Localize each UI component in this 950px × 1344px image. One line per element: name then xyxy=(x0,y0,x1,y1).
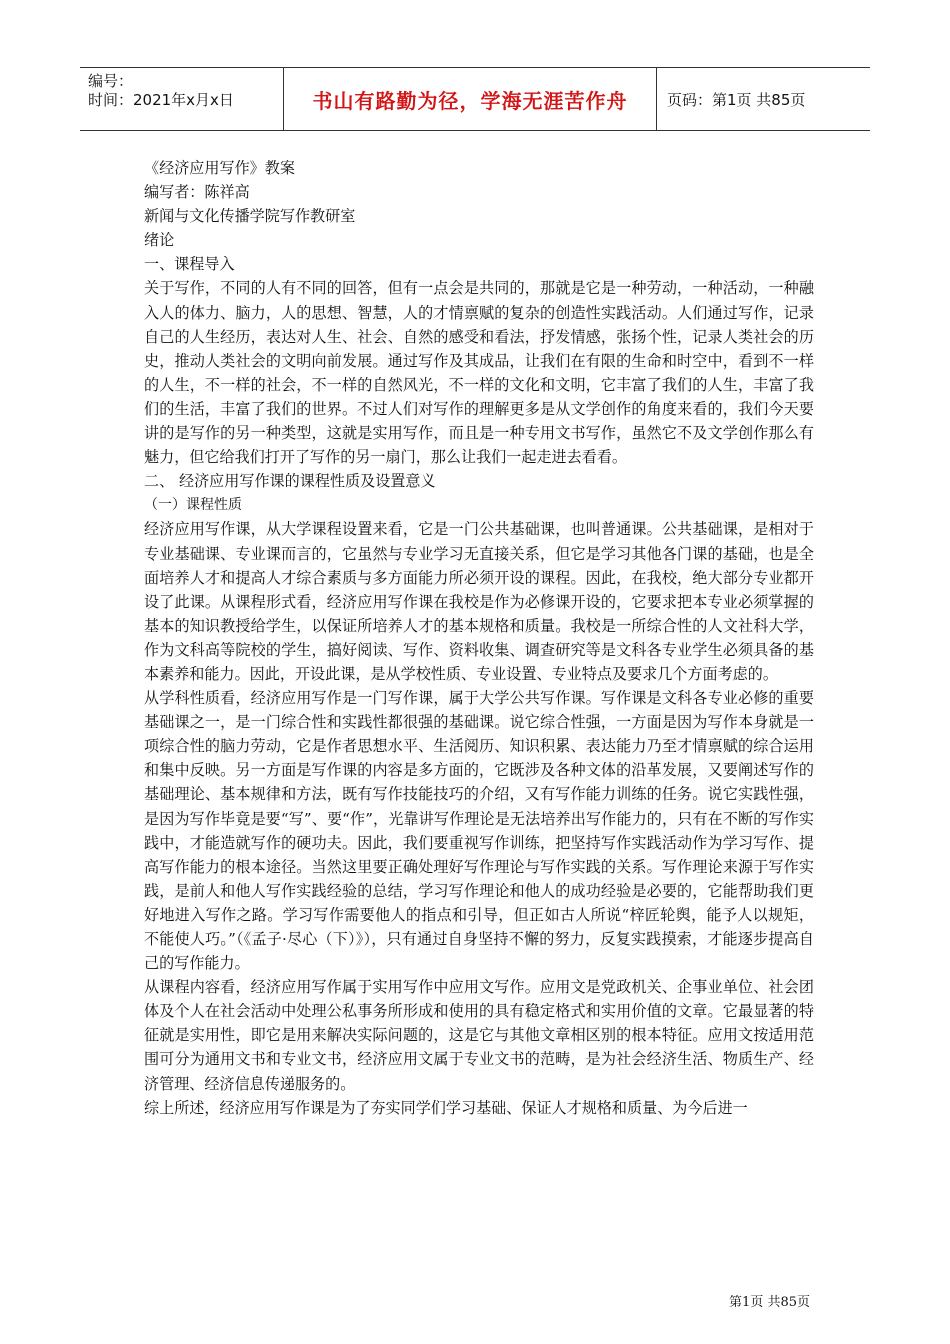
paragraph-2: 经济应用写作课，从大学课程设置来看，它是一门公共基础课，也叫普通课。公共基础课，是相对于专业基础课、专业课而言的，它虽然与专业学习无直接关系，但它是学习其他各门课的基础，也是全面培养人才和提高人才综合素质与多方面能力所必须开设的课程。因此，在我校，绝大部分专业都开设了此课。从课程形式看，经济应用写作课在我校是作为必修课开设的，它要求把本专业必须掌握的基本的知识教授给学生，以保证所培养人才的基本规格和质量。我校是一所综合性的人文社科大学，作为文科高等院校的学生，搞好阅读、写作、资料收集、调查研究等是文科各专业学生必须具备的基本素养和能力。因此，开设此课，是从学校性质、专业设置、专业特点及要求几个方面考虑的。 xyxy=(144,520,814,683)
motto: 书山有路勤为径，学海无涯苦作舟 xyxy=(312,88,628,113)
header-page-cell xyxy=(657,68,870,130)
section-2-heading: 二、 经济应用写作课的课程性质及设置意义 xyxy=(144,472,436,491)
page-header xyxy=(80,67,870,131)
subsection-1-heading: （一）课程性质 xyxy=(144,497,242,514)
intro-heading: 绪论 xyxy=(144,231,175,250)
page-label: 页码：第1页 共85页 xyxy=(667,90,806,109)
section-1-heading: 一、课程导入 xyxy=(144,255,235,274)
department-line: 新闻与文化传播学院写作教研室 xyxy=(144,207,356,226)
page-footer: 第1页 共85页 xyxy=(729,1295,810,1310)
header-meta xyxy=(80,68,283,130)
paragraph-4: 从课程内容看，经济应用写作属于实用写作中应用文写作。应用文是党政机关、企事业单位、社会团体及个人在社会活动中处理公私事务所形成和使用的具有稳定格式和实用价值的文章。它最显著的特征就是实用性，即它是用来解决实际问题的，这是它与其他文章相区别的根本特征。应用文按适用范围可分为通用文书和专业文书，经济应用文属于专业文书的范畴，是为社会经济生活、物质生产、经济管理、经济信息传递服务的。 xyxy=(144,978,814,1093)
document-body xyxy=(144,156,814,1120)
header-motto-cell xyxy=(283,68,657,130)
time-label: 时间：2021年x月x日 xyxy=(88,91,234,109)
paragraph-3: 从学科性质看，经济应用写作是一门写作课，属于大学公共写作课。写作课是文科各专业必修的重要基础课之一，是一门综合性和实践性都很强的基础课。说它综合性强，一方面是因为写作本身就是一项综合性的脑力劳动，它是作者思想水平、生活阅历、知识积累、表达能力乃至才情禀赋的综合运用和集中反映。另一方面是写作课的内容是多方面的，它既涉及各种文体的沿革发展，又要阐述写作的基础理论、基本规律和方法，既有写作技能技巧的介绍，又有写作能力训练的任务。说它实践性强，是因为写作毕竟是要“写”、要“作”，光靠讲写作理论是无法培养出写作能力的，只有在不断的写作实践中，才能造就写作的硬功夫。因此，我们要重视写作训练，把坚持写作实践活动作为学习写作、提高写作能力的根本途径。当然这里要正确处理好写作理论与写作实践的关系。写作理论来源于写作实践，是前人和他人写作实践经验的总结，学习写作理论和他人的成功经验是必要的，它能帮助我们更好地进入写作之路。学习写作需要他人的指点和引导，但正如古人所说“梓匠轮舆，能予人以规矩，不能使人巧。”（《孟子·尽心（下）》），只有通过自身坚持不懈的努力，反复实践摸索，才能逐步提高自己的写作能力。 xyxy=(144,689,814,973)
paragraph-5: 综上所述，经济应用写作课是为了夯实同学们学习基础、保证人才规格和质量、为今后进一 xyxy=(144,1098,748,1117)
number-label: 编号： xyxy=(88,72,134,90)
author-line: 编写者：陈祥高 xyxy=(144,183,250,202)
document-title: 《经济应用写作》教案 xyxy=(144,159,295,177)
paragraph-1: 关于写作，不同的人有不同的回答，但有一点会是共同的，那就是它是一种劳动，一种活动，一种融入人的体力、脑力，人的思想、智慧，人的才情禀赋的复杂的创造性实践活动。人们通过写作，记录自己的人生经历，表达对人生、社会、自然的感受和看法，抒发情感，张扬个性，记录人类社会的历史，推动人类社会的文明向前发展。通过写作及其成品，让我们在有限的生命和时空中，看到不一样的人生，不一样的社会，不一样的自然风光，不一样的文化和文明，它丰富了我们的人生，丰富了我们的生活，丰富了我们的世界。不过人们对写作的理解更多是从文学创作的角度来看的，我们今天要讲的是写作的另一种类型，这就是实用写作，而且是一种专用文书写作，虽然它不及文学创作那么有魅力，但它给我们打开了写作的另一扇门，那么让我们一起走进去看看。 xyxy=(144,279,814,467)
